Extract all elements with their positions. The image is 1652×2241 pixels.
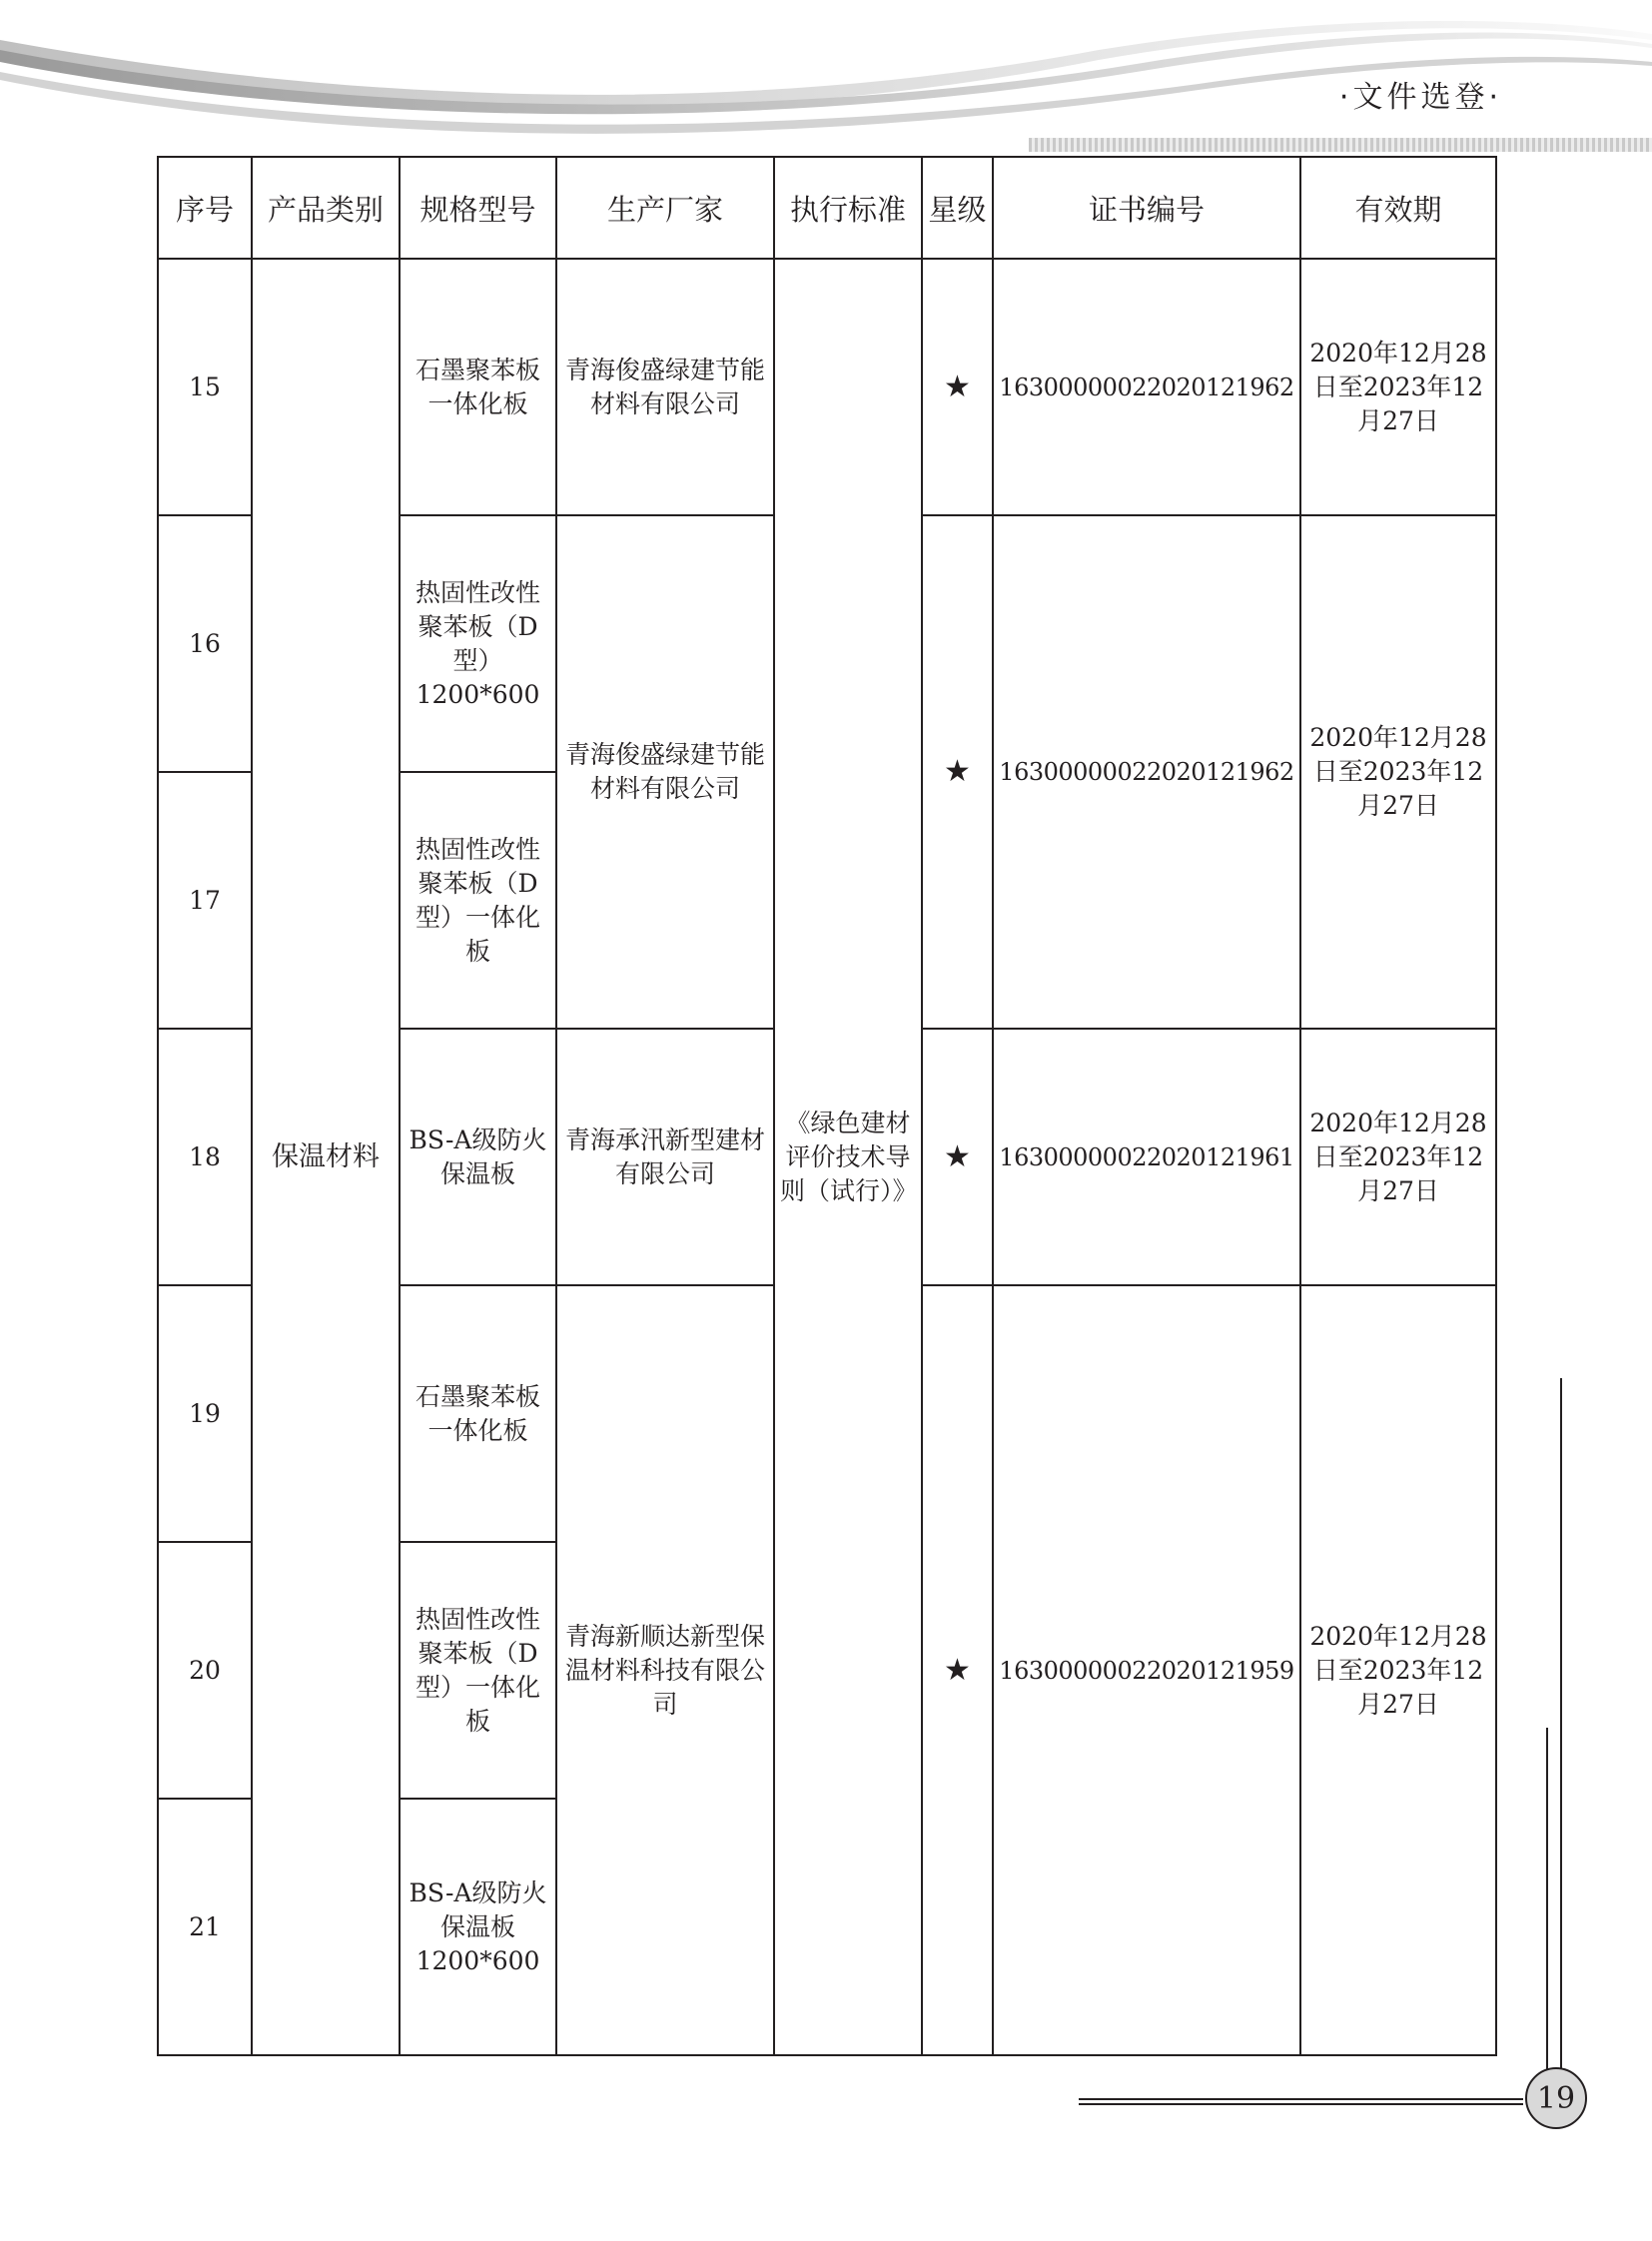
column-header: 证书编号 [993, 157, 1300, 259]
star-rating: ★ [922, 1285, 993, 2055]
certificate-number: 16300000022020121962 [993, 515, 1300, 1029]
manufacturer: 青海承汛新型建材有限公司 [556, 1029, 774, 1285]
model-spec: 热固性改性聚苯板（D型）1200*600 [400, 515, 556, 772]
header-stripe [1029, 138, 1652, 152]
model-spec: 石墨聚苯板一体化板 [400, 1285, 556, 1542]
certification-table [157, 156, 1497, 2056]
row-number: 21 [158, 1799, 252, 2055]
star-rating: ★ [922, 259, 993, 515]
star-rating: ★ [922, 515, 993, 1029]
column-header: 生产厂家 [556, 157, 774, 259]
manufacturer: 青海俊盛绿建节能材料有限公司 [556, 515, 774, 1029]
margin-rule [1560, 1378, 1562, 2087]
row-number: 18 [158, 1029, 252, 1285]
row-number: 19 [158, 1285, 252, 1542]
model-spec: 石墨聚苯板一体化板 [400, 259, 556, 515]
model-spec: 热固性改性聚苯板（D型）一体化板 [400, 1542, 556, 1799]
validity-period: 2020年12月28日至2023年12月27日 [1300, 259, 1496, 515]
validity-period: 2020年12月28日至2023年12月27日 [1300, 1285, 1496, 2055]
column-header: 星级 [922, 157, 993, 259]
column-header: 产品类别 [252, 157, 400, 259]
row-number: 16 [158, 515, 252, 772]
manufacturer: 青海俊盛绿建节能材料有限公司 [556, 259, 774, 515]
column-header: 规格型号 [400, 157, 556, 259]
validity-period: 2020年12月28日至2023年12月27日 [1300, 1029, 1496, 1285]
model-spec: BS-A级防火保温板1200*600 [400, 1799, 556, 2055]
footer-rule [1079, 2098, 1523, 2105]
margin-rule [1546, 1728, 1548, 2087]
row-number: 17 [158, 772, 252, 1029]
model-spec: BS-A级防火保温板 [400, 1029, 556, 1285]
table-header-row [158, 157, 1496, 259]
section-title: ·文件选登· [1338, 80, 1502, 115]
certificate-number: 16300000022020121959 [993, 1285, 1300, 2055]
product-category: 保温材料 [252, 259, 400, 2055]
star-rating: ★ [922, 1029, 993, 1285]
table-row [158, 259, 1496, 515]
page-number: 19 [1525, 2067, 1587, 2129]
standard: 《绿色建材评价技术导则（试行）》 [774, 259, 922, 2055]
row-number: 20 [158, 1542, 252, 1799]
column-header: 有效期 [1300, 157, 1496, 259]
column-header: 序号 [158, 157, 252, 259]
row-number: 15 [158, 259, 252, 515]
validity-period: 2020年12月28日至2023年12月27日 [1300, 515, 1496, 1029]
manufacturer: 青海新顺达新型保温材料科技有限公司 [556, 1285, 774, 2055]
model-spec: 热固性改性聚苯板（D型）一体化板 [400, 772, 556, 1029]
certificate-number: 16300000022020121962 [993, 259, 1300, 515]
column-header: 执行标准 [774, 157, 922, 259]
certificate-number: 16300000022020121961 [993, 1029, 1300, 1285]
